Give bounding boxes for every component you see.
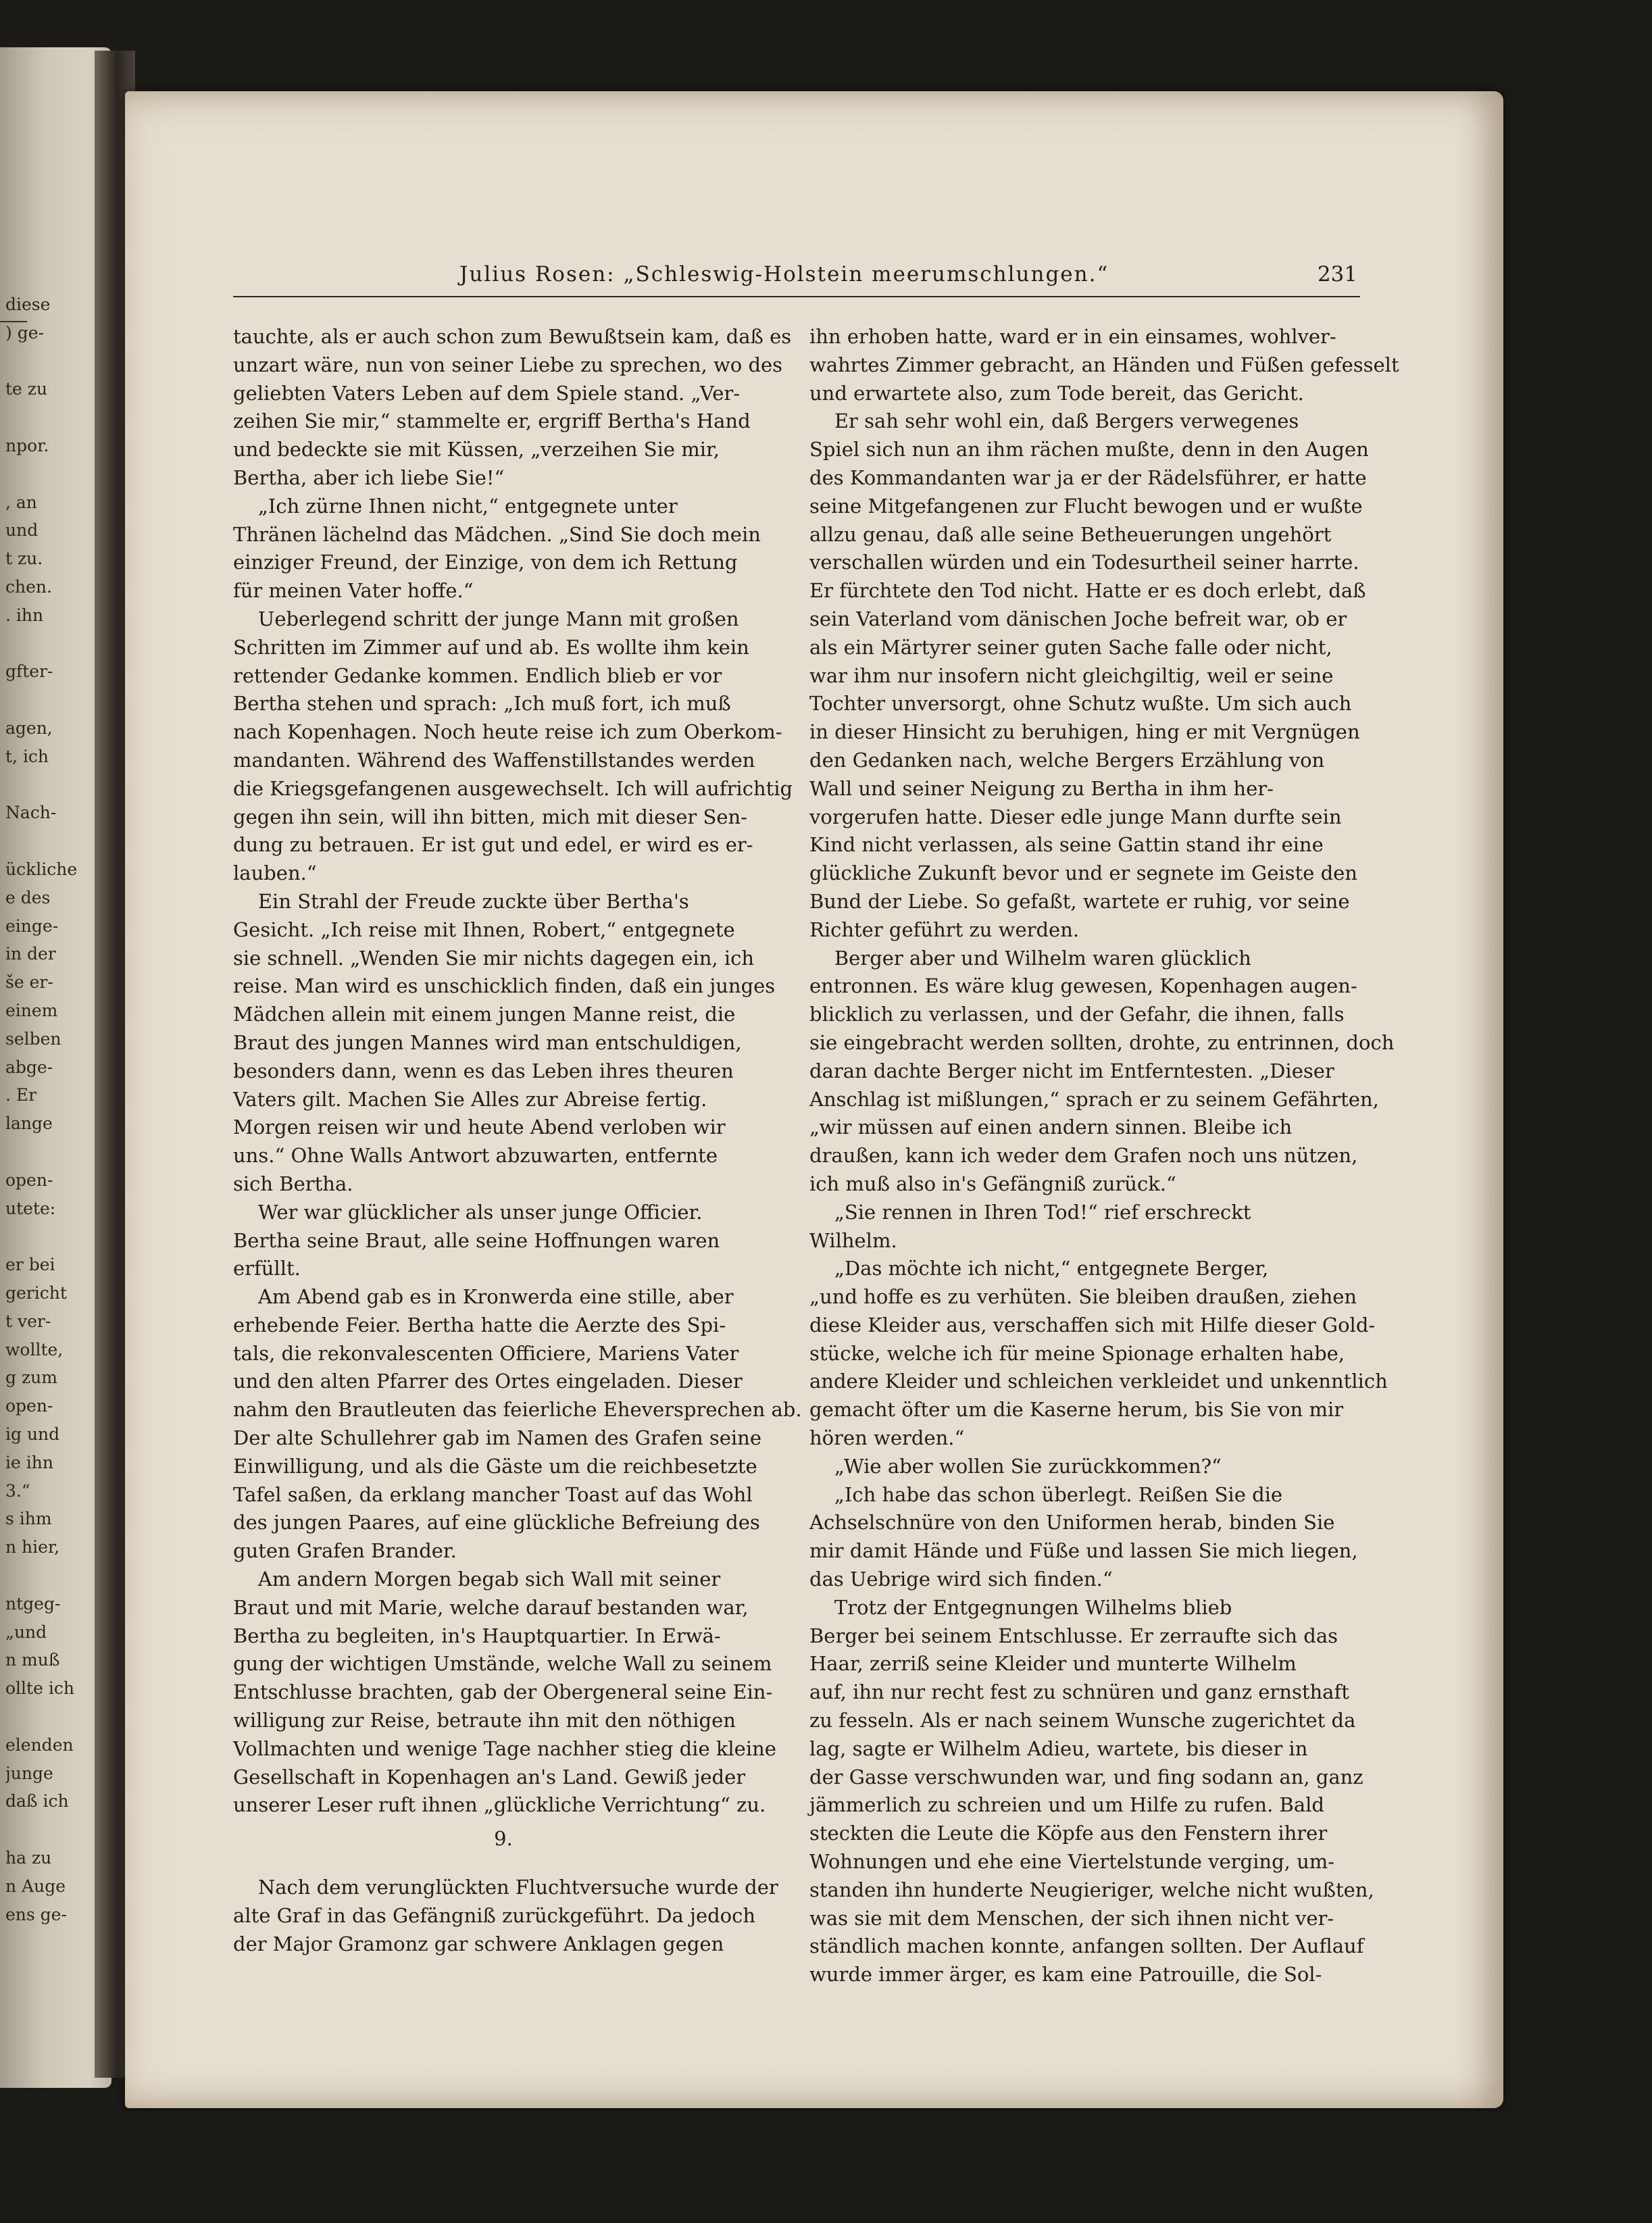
text-line: daran dachte Berger nicht im Entferntesten. „Dieser <box>809 1059 1334 1082</box>
text-line: Er sah sehr wohl ein, daß Bergers verwegenes <box>809 409 1299 433</box>
text-line: Schritten im Zimmer auf und ab. Es wollte ihm kein <box>233 635 749 659</box>
text-line: Thränen lächelnd das Mädchen. „Sind Sie doch mein <box>233 522 761 546</box>
previous-page-line-fragment: selben <box>5 1028 61 1049</box>
previous-page-line-fragment: open- <box>5 1170 53 1190</box>
previous-page-line-fragment: und <box>5 520 39 541</box>
text-line: war ihm nur insofern nicht gleichgiltig, weil er seine <box>809 664 1334 687</box>
text-line: besonders dann, wenn es das Leben ihres theuren <box>233 1059 734 1082</box>
previous-page-line-fragment: ie ihn <box>5 1452 53 1472</box>
text-line: Der alte Schullehrer gab im Namen des Grafen seine <box>233 1426 761 1450</box>
text-line: wurde immer ärger, es kam eine Patrouille, die Sol- <box>809 1963 1322 1987</box>
previous-page-line-fragment: t ver- <box>5 1311 51 1331</box>
previous-page-line-fragment: ückliche <box>5 859 78 879</box>
previous-page-line-fragment: agen, <box>5 718 53 738</box>
text-line: Wilhelm. <box>809 1228 897 1252</box>
text-line: und bedeckte sie mit Küssen, „verzeihen Sie mir, <box>233 438 720 461</box>
text-line: Ein Strahl der Freude zuckte über Bertha's <box>233 889 689 913</box>
text-line: gung der wichtigen Umstände, welche Wall zu seinem <box>233 1652 772 1676</box>
text-line: verschallen würden und ein Todesurtheil seiner harrte. <box>809 551 1359 574</box>
text-line: sein Vaterland vom dänischen Joche befreit war, ob er <box>809 607 1347 630</box>
previous-page-line-fragment: chen. <box>5 577 52 597</box>
text-line: Anschlag ist mißlungen,“ sprach er zu seinem Gefährten, <box>809 1087 1379 1111</box>
text-line: guten Grafen Brander. <box>233 1539 457 1563</box>
previous-page-line-fragment: . ihn <box>5 605 44 625</box>
text-line: allzu genau, daß alle seine Betheuerungen ungehört <box>809 522 1332 546</box>
text-line: sie schnell. „Wenden Sie mir nichts dagegen ein, ich <box>233 946 755 970</box>
text-line: und erwartete also, zum Tode bereit, das Gericht. <box>809 381 1304 405</box>
text-line: „Ich zürne Ihnen nicht,“ entgegnete unter <box>233 494 678 518</box>
text-line: Wohnungen und ehe eine Viertelstunde verging, um- <box>809 1850 1335 1874</box>
text-line: „wir müssen auf einen andern sinnen. Bleibe ich <box>809 1116 1293 1139</box>
text-line: nahm den Brautleuten das feierliche Eheversprechen ab. <box>233 1398 802 1422</box>
text-line: geliebten Vaters Leben auf dem Spiele stand. „Ver- <box>233 381 741 405</box>
text-line: Wall und seiner Neigung zu Bertha in ihm her- <box>809 776 1274 800</box>
left-column-section-text <box>233 1874 778 1958</box>
previous-page-line-fragment: gfter- <box>5 661 53 682</box>
text-line: in dieser Hinsicht zu beruhigen, hing er mit Vergnügen <box>809 720 1360 744</box>
text-line: gegen ihn sein, will ihn bitten, mich mit dieser Sen- <box>233 805 747 828</box>
text-line: Spiel sich nun an ihm rächen mußte, denn in den Augen <box>809 438 1369 461</box>
text-line: Braut des jungen Mannes wird man entschuldigen, <box>233 1030 742 1054</box>
text-line: wahrtes Zimmer gebracht, an Händen und Füßen gefesselt <box>809 353 1399 376</box>
text-line: mandanten. Während des Waffenstillstandes werden <box>233 748 755 772</box>
text-line: Ueberlegend schritt der junge Mann mit großen <box>233 607 739 630</box>
text-line: gemacht öfter um die Kaserne herum, bis Sie von mir <box>809 1398 1344 1422</box>
text-line: des jungen Paares, auf eine glückliche Befreiung des <box>233 1511 760 1534</box>
text-line: erfüllt. <box>233 1257 301 1280</box>
text-line: unzart wäre, nun von seiner Liebe zu sprechen, wo des <box>233 353 783 376</box>
text-line: Richter geführt zu werden. <box>809 918 1080 941</box>
text-line: stücke, welche ich für meine Spionage erhalten habe, <box>809 1341 1345 1365</box>
text-line: tals, die rekonvalescenten Officiere, Mariens Vater <box>233 1341 739 1365</box>
left-column <box>233 323 802 1958</box>
text-line: Morgen reisen wir und heute Abend verloben wir <box>233 1116 726 1139</box>
text-line: „Ich habe das schon überlegt. Reißen Sie die <box>809 1482 1283 1506</box>
text-line: Entschlusse brachten, gab der Obergeneral seine Ein- <box>233 1680 773 1704</box>
previous-page-line-fragment: junge <box>5 1763 53 1783</box>
text-line: sich Bertha. <box>233 1172 353 1195</box>
page-number: 231 <box>1317 262 1357 286</box>
text-line: „Das möchte ich nicht,“ entgegnete Berger, <box>809 1257 1269 1280</box>
text-line: vorgerufen hatte. Dieser edle junge Mann durfte sein <box>809 805 1342 828</box>
text-line: reise. Man wird es unschicklich finden, daß ein junges <box>233 974 776 998</box>
text-line: ich muß also in's Gefängniß zurück.“ <box>809 1172 1176 1195</box>
text-line: Bertha stehen und sprach: „Ich muß fort, ich muß <box>233 692 731 716</box>
previous-page-line-fragment: n Auge <box>5 1876 66 1896</box>
text-line: „Wie aber wollen Sie zurückkommen?“ <box>809 1454 1222 1478</box>
previous-page-line-fragment: abge- <box>5 1057 53 1077</box>
text-line: diese Kleider aus, verschaffen sich mit Hilfe dieser Gold- <box>809 1313 1376 1337</box>
text-line: Mädchen allein mit einem jungen Manne reist, die <box>233 1003 736 1026</box>
text-line: Braut und mit Marie, welche darauf bestanden war, <box>233 1595 749 1619</box>
text-line: Gesicht. „Ich reise mit Ihnen, Robert,“ entgegnete <box>233 918 735 941</box>
previous-page-line-fragment: ) ge- <box>5 322 44 343</box>
text-line: steckten die Leute die Köpfe aus den Fenstern ihrer <box>809 1822 1328 1845</box>
previous-page-line-fragment: elenden <box>5 1734 74 1755</box>
text-line: der Major Gramonz gar schwere Anklagen gegen <box>233 1932 724 1955</box>
text-line: das Uebrige wird sich finden.“ <box>809 1568 1113 1591</box>
previous-page-line-fragment: n hier, <box>5 1537 60 1557</box>
previous-page-line-fragment: ntgeg- <box>5 1593 61 1614</box>
text-line: lag, sagte er Wilhelm Adieu, wartete, bis dieser in <box>809 1737 1308 1760</box>
text-line: ihn erhoben hatte, ward er in ein einsames, wohlver- <box>809 325 1336 348</box>
text-line: Tafel saßen, da erklang mancher Toast auf das Wohl <box>233 1482 753 1506</box>
text-line: andere Kleider und schleichen verkleidet und unkenntlich <box>809 1370 1388 1393</box>
previous-page-line-fragment: . Er <box>5 1085 37 1105</box>
text-line: zu fesseln. Als er nach seinem Wunsche zugerichtet da <box>809 1709 1356 1732</box>
text-line: als ein Märtyrer seiner guten Sache falle oder nicht, <box>809 635 1332 659</box>
text-line: Bund der Liebe. So gefaßt, wartete er ruhig, vor seine <box>809 889 1350 913</box>
text-line: Am andern Morgen begab sich Wall mit seiner <box>233 1568 721 1591</box>
text-line: Trotz der Entgegnungen Wilhelms blieb <box>809 1595 1232 1619</box>
previous-page-line-fragment: er bei <box>5 1255 55 1275</box>
previous-page-line-fragment: t zu. <box>5 549 43 569</box>
text-line: nach Kopenhagen. Noch heute reise ich zum Oberkom- <box>233 720 782 744</box>
previous-page-line-fragment: e des <box>5 887 51 907</box>
previous-page-line-fragment: gericht <box>5 1283 67 1303</box>
previous-page-line-fragment: , an <box>5 492 37 512</box>
text-line: Tochter unversorgt, ohne Schutz wußte. Um sich auch <box>809 692 1352 716</box>
text-line: auf, ihn nur recht fest zu schnüren und ganz ernsthaft <box>809 1680 1349 1704</box>
previous-page-line-fragment: ig und <box>5 1424 60 1444</box>
previous-page-line-fragment: še er- <box>5 972 53 993</box>
text-line: Achselschnüre von den Uniformen herab, binden Sie <box>809 1511 1335 1534</box>
text-line: Kind nicht verlassen, als seine Gattin stand ihr eine <box>809 833 1324 857</box>
text-line: hören werden.“ <box>809 1426 965 1450</box>
previous-page-line-fragment: Nach- <box>5 803 57 823</box>
previous-page-line-fragment: ha zu <box>5 1848 52 1868</box>
text-line: Vollmachten und wenige Tage nachher stieg die kleine <box>233 1737 776 1760</box>
previous-page-line-fragment: s ihm <box>5 1509 52 1529</box>
previous-page-line-fragment: utete: <box>5 1198 56 1218</box>
text-line: erhebende Feier. Bertha hatte die Aerzte des Spi- <box>233 1313 726 1337</box>
previous-page-line-fragment: g zum <box>5 1368 57 1388</box>
text-line: glückliche Zukunft bevor und er segnete im Geiste den <box>809 861 1357 885</box>
previous-page-line-fragment: „und <box>5 1622 47 1642</box>
right-column-text <box>809 323 1399 1989</box>
text-line: Am Abend gab es in Kronwerda eine stille, aber <box>233 1285 734 1309</box>
text-line: Nach dem verunglückten Fluchtversuche wurde der <box>233 1876 778 1899</box>
previous-page-line-fragment: daß ich <box>5 1791 69 1812</box>
text-line: „und hoffe es zu verhüten. Sie bleiben draußen, ziehen <box>809 1285 1357 1309</box>
text-line: zeihen Sie mir,“ stammelte er, ergriff Bertha's Hand <box>233 409 751 433</box>
text-line: draußen, kann ich weder dem Grafen noch uns nützen, <box>809 1144 1358 1168</box>
text-line: Berger bei seinem Entschlusse. Er zerraufte sich das <box>809 1624 1338 1647</box>
text-line: Er fürchtete den Tod nicht. Hatte er es doch erlebt, daß <box>809 579 1366 603</box>
text-line: sie eingebracht werden sollten, drohte, zu entrinnen, doch <box>809 1030 1395 1054</box>
right-column <box>809 323 1399 1989</box>
previous-page-line-fragment: einem <box>5 1001 58 1020</box>
running-header <box>233 262 1360 297</box>
text-line: alte Graf in das Gefängniß zurückgeführt. Da jedoch <box>233 1903 756 1927</box>
text-line: uns.“ Ohne Walls Antwort abzuwarten, entfernte <box>233 1144 718 1168</box>
text-line: unserer Leser ruft ihnen „glückliche Verrichtung“ zu. <box>233 1793 766 1817</box>
text-line: des Kommandanten war ja er der Rädelsführer, er hatte <box>809 466 1367 489</box>
text-line: seine Mitgefangenen zur Flucht bewogen und er wußte <box>809 494 1363 518</box>
text-line: rettender Gedanke kommen. Endlich blieb er vor <box>233 664 722 687</box>
text-line: ständlich machen konnte, anfangen sollten. Der Auflauf <box>809 1934 1364 1958</box>
text-line: was sie mit dem Menschen, der sich ihnen nicht ver- <box>809 1906 1334 1930</box>
left-column-text <box>233 323 802 1820</box>
previous-page-line-fragment: open- <box>5 1396 53 1416</box>
previous-page-line-fragment: n muß <box>5 1650 60 1670</box>
previous-page-line-fragment: ens ge- <box>5 1904 67 1924</box>
previous-page-line-fragment: ollte ich <box>5 1678 74 1699</box>
text-line: mir damit Hände und Füße und lassen Sie mich liegen, <box>809 1539 1358 1563</box>
text-line: „Sie rennen in Ihren Tod!“ rief erschreckt <box>809 1200 1251 1224</box>
text-line: für meinen Vater hoffe.“ <box>233 579 474 603</box>
text-line: lauben.“ <box>233 861 317 885</box>
text-line: Einwilligung, und als die Gäste um die reichbesetzte <box>233 1454 757 1478</box>
running-title: Julius Rosen: „Schleswig-Holstein meerumschlungen.“ <box>459 262 1109 286</box>
previous-page-line-fragment: te zu <box>5 379 48 399</box>
text-line: willigung zur Reise, betraute ihn mit den nöthigen <box>233 1709 736 1732</box>
previous-page-line-fragment: einge- <box>5 916 59 936</box>
text-line: Haar, zerriß seine Kleider und munterte Wilhelm <box>809 1652 1297 1676</box>
text-line: tauchte, als er auch schon zum Bewußtsein kam, daß es <box>233 325 792 348</box>
previous-page-line-fragment: in der <box>5 944 56 964</box>
text-line: Bertha, aber ich liebe Sie!“ <box>233 466 505 489</box>
previous-page-line-fragment: lange <box>5 1114 53 1134</box>
text-line: standen ihn hunderte Neugieriger, welche nicht wußten, <box>809 1878 1374 1901</box>
text-line: blicklich zu verlassen, und der Gefahr, die ihnen, falls <box>809 1003 1345 1026</box>
previous-page-line-fragment: npor. <box>5 436 49 455</box>
previous-page-line-fragment: diese <box>5 295 51 314</box>
previous-page-line-fragment: 3.“ <box>5 1480 30 1501</box>
text-line: der Gasse verschwunden war, und fing sodann an, ganz <box>809 1765 1363 1789</box>
previous-page-line-fragment: t, ich <box>5 746 49 766</box>
text-line: Bertha zu begleiten, in's Hauptquartier. In Erwä- <box>233 1624 721 1647</box>
text-line: Bertha seine Braut, alle seine Hoffnungen waren <box>233 1228 720 1252</box>
text-line: Vaters gilt. Machen Sie Alles zur Abreise fertig. <box>233 1087 707 1111</box>
text-line: Wer war glücklicher als unser junge Officier. <box>233 1200 703 1224</box>
text-line: jämmerlich zu schreien und um Hilfe zu rufen. Bald <box>809 1793 1324 1817</box>
previous-page-line-fragment: wollte, <box>5 1339 64 1359</box>
text-line: entronnen. Es wäre klug gewesen, Kopenhagen augen- <box>809 974 1357 998</box>
text-line: Gesellschaft in Kopenhagen an's Land. Gewiß jeder <box>233 1765 746 1789</box>
section-number: 9. <box>494 1827 513 1851</box>
text-line: den Gedanken nach, welche Bergers Erzählung von <box>809 748 1325 772</box>
text-line: einziger Freund, der Einzige, von dem ich Rettung <box>233 551 738 574</box>
text-line: und den alten Pfarrer des Ortes eingeladen. Dieser <box>233 1370 743 1393</box>
text-line: dung zu betrauen. Er ist gut und edel, er wird es er- <box>233 833 753 857</box>
text-line: die Kriegsgefangenen ausgewechselt. Ich will aufrichtig <box>233 776 793 800</box>
text-line: Berger aber und Wilhelm waren glücklich <box>809 946 1251 970</box>
